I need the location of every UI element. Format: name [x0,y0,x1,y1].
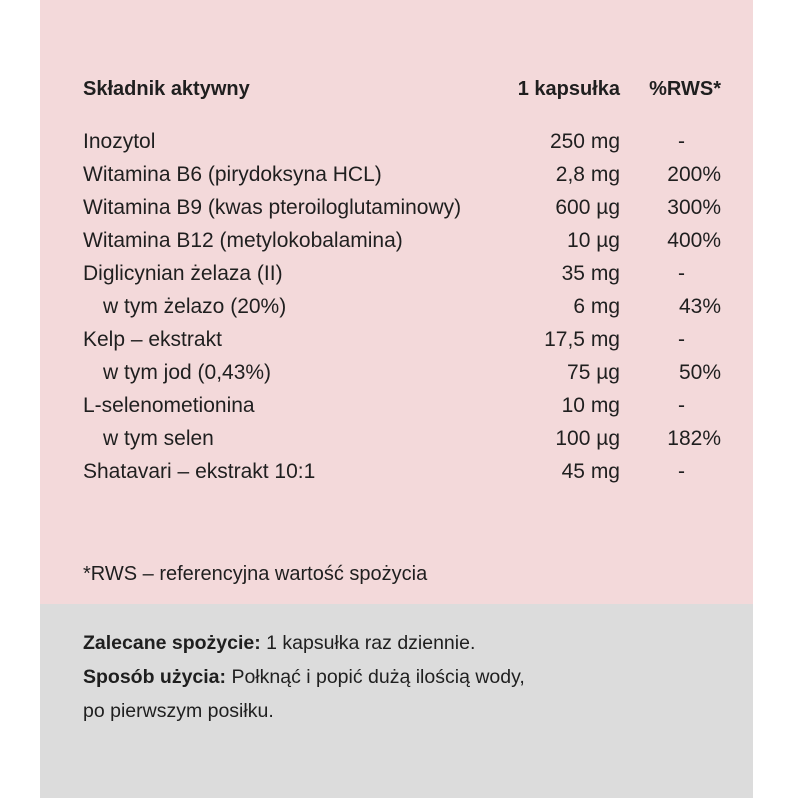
header-ingredient: Składnik aktywny [83,78,250,100]
ingredient-name: Kelp – ekstrakt [83,328,222,351]
ingredient-amount: 35 mg [561,262,620,285]
table-row [83,290,723,323]
table-row [83,257,723,290]
header-amount: 1 kapsułka [517,78,620,100]
ingredients-table [83,73,723,488]
rws-footnote: *RWS – referencyjna wartość spożycia [83,563,428,585]
usage-method [83,660,525,694]
ingredient-name: Inozytol [83,130,156,153]
ingredient-rws: 182% [667,427,721,450]
usage-method-continued: po pierwszym posiłku. [83,700,274,722]
ingredient-name: w tym żelazo (20%) [103,295,287,318]
ingredient-amount: 6 mg [573,295,620,318]
ingredient-amount: 10 µg [567,229,620,252]
table-row [83,455,723,488]
ingredient-name: w tym jod (0,43%) [103,361,272,384]
ingredient-rws: - [678,130,685,153]
table-row [83,158,723,191]
table-row [83,125,723,158]
table-row [83,224,723,257]
usage-method-text: Połknąć i popić dużą ilością wody, [226,666,525,688]
usage-method-label: Sposób użycia: [83,666,227,688]
ingredient-amount: 250 mg [549,130,620,153]
ingredient-name: w tym selen [103,427,214,450]
recommended-intake-label: Zalecane spożycie: [83,632,261,654]
usage-instructions [83,626,525,728]
ingredient-amount: 100 µg [555,427,620,450]
ingredient-name: Diglicynian żelaza (II) [83,262,283,285]
ingredient-rws: 43% [678,295,721,318]
ingredient-rws: - [678,262,685,285]
header-rws: %RWS* [649,78,721,100]
ingredient-rws: - [678,394,685,417]
ingredient-name: Witamina B12 (metylokobalamina) [83,229,403,252]
ingredient-amount: 2,8 mg [555,163,620,186]
recommended-intake-text: 1 kapsułka raz dziennie. [260,632,476,654]
supplement-facts-panel [40,0,753,604]
ingredient-name: Witamina B9 (kwas pteroiloglutaminowy) [83,196,462,219]
ingredient-name: Witamina B6 (pirydoksyna HCL) [83,163,382,186]
ingredient-amount: 75 µg [567,361,620,384]
ingredient-amount: 10 mg [561,394,620,417]
ingredient-rws: - [678,328,685,351]
ingredient-rws: 200% [667,163,721,186]
ingredient-amount: 600 µg [555,196,620,219]
ingredient-rws: 50% [678,361,721,384]
ingredient-name: L-selenometionina [83,394,255,417]
table-header [83,73,723,105]
table-row [83,422,723,455]
ingredient-rws: - [678,460,685,483]
ingredient-amount: 45 mg [561,460,620,483]
recommended-intake [83,626,525,660]
table-row [83,389,723,422]
table-row [83,191,723,224]
table-row [83,356,723,389]
usage-panel [40,604,753,798]
ingredient-rws: 300% [667,196,721,219]
table-row [83,323,723,356]
ingredient-name: Shatavari – ekstrakt 10:1 [83,460,316,483]
ingredient-rws: 400% [667,229,721,252]
ingredient-amount: 17,5 mg [544,328,620,351]
